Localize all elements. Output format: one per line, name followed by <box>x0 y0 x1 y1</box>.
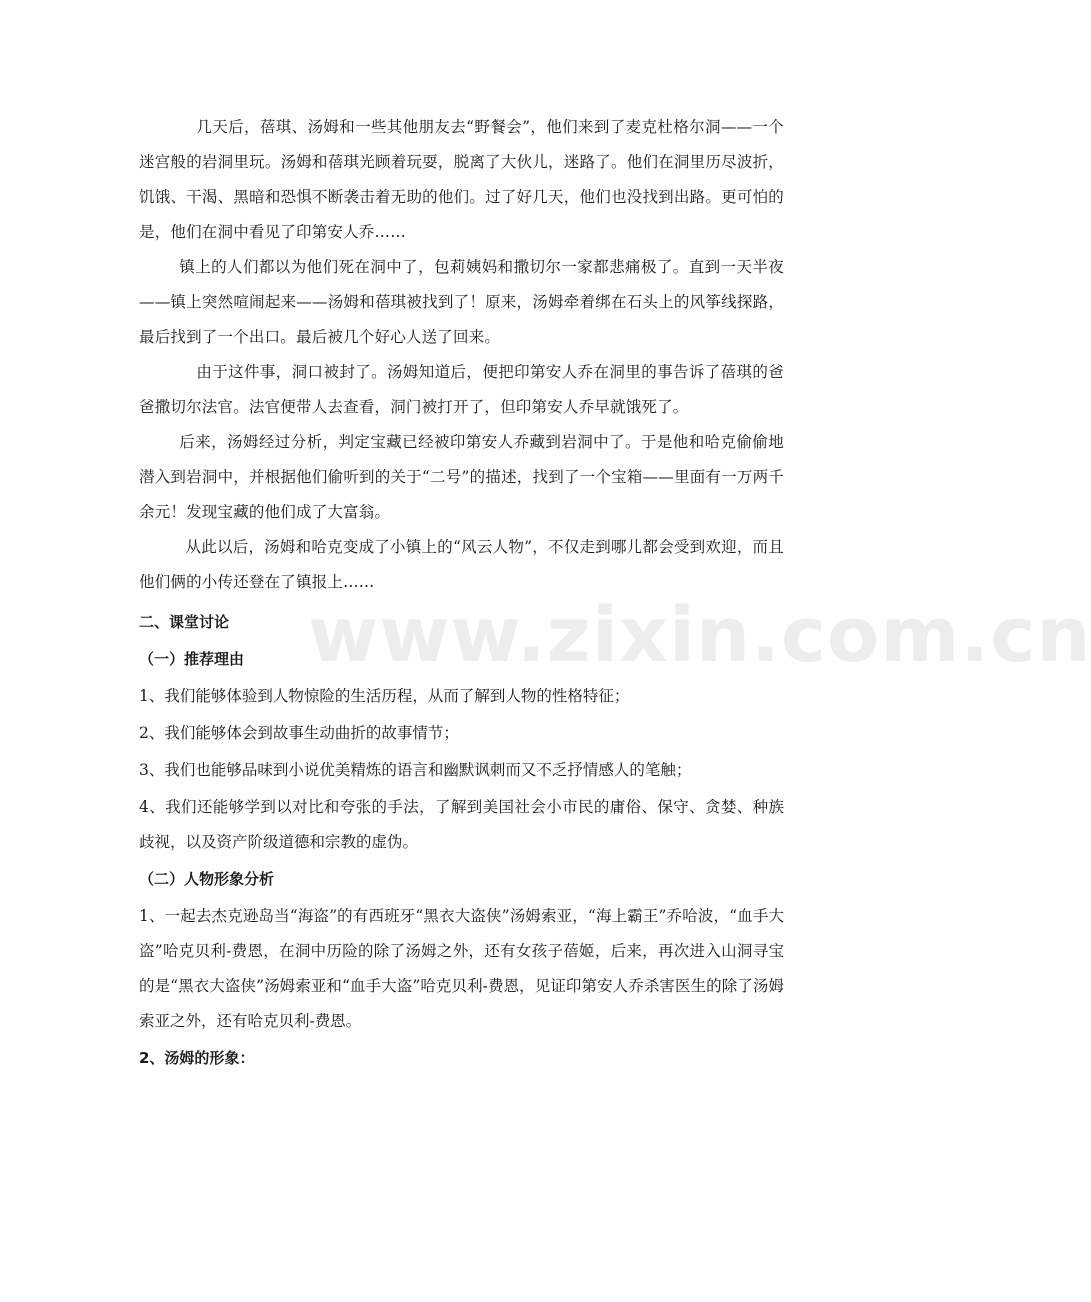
story-paragraph-1: 几天后，蓓琪、汤姆和一些其他朋友去“野餐会”，他们来到了麦克杜格尔洞——一个迷宫般的岩洞里玩。汤姆和蓓琪光顾着玩耍，脱离了大伙儿，迷路了。他们在洞里历尽波折，饥饿、干渴、黑暗和恐惧不断袭击着无助的他们。过了好几天，他们也没找到出路。更可怕的是，他们在洞中看见了印第安人乔…… <box>139 118 784 241</box>
subheading-character-analysis: （二）人物形象分析 <box>139 870 275 888</box>
reason-item-3: 3、我们也能够品味到小说优美精炼的语言和幽默讽刺而又不乏抒情感人的笔触； <box>139 761 692 779</box>
reason-item-4: 4、我们还能够学到以对比和夸张的手法，了解到美国社会小市民的庸俗、保守、贪婪、种族歧视，以及资产阶级道德和宗教的虚伪。 <box>139 798 784 851</box>
reason-item-2: 2、我们能够体会到故事生动曲折的故事情节； <box>139 724 459 742</box>
document-page <box>139 110 784 1076</box>
story-paragraph-4: 后来，汤姆经过分析，判定宝藏已经被印第安人乔藏到岩洞中了。于是他和哈克偷偷地潜入到岩洞中，并根据他们偷听到的关于“二号”的描述，找到了一个宝箱——里面有一万两千余元！发现宝藏的他们成了大富翁。 <box>139 433 784 521</box>
section-heading-classroom-discussion: 二、课堂讨论 <box>139 613 230 631</box>
reason-item-1: 1、我们能够体验到人物惊险的生活历程，从而了解到人物的性格特征； <box>139 687 630 705</box>
story-paragraph-2: 镇上的人们都以为他们死在洞中了，包莉姨妈和撒切尔一家都悲痛极了。直到一天半夜——镇上突然喧闹起来——汤姆和蓓琪被找到了！原来，汤姆牵着绑在石头上的风筝线探路，最后找到了一个出口。最后被几个好心人送了回来。 <box>139 258 784 346</box>
character-item-1: 1、一起去杰克逊岛当“海盗”的有西班牙“黑衣大盗侠”汤姆索亚，“海上霸王”乔哈波，“血手大盗”哈克贝利-费恩，在洞中历险的除了汤姆之外，还有女孩子蓓姬，后来，再次进入山洞寻宝的是“黑衣大盗侠”汤姆索亚和“血手大盗”哈克贝利-费恩，见证印第安人乔杀害医生的除了汤姆索亚之外，还有哈克贝利-费恩。 <box>139 907 784 1030</box>
story-paragraph-3: 由于这件事，洞口被封了。汤姆知道后，便把印第安人乔在洞里的事告诉了蓓琪的爸爸撒切尔法官。法官便带人去查看，洞门被打开了，但印第安人乔早就饿死了。 <box>139 363 784 416</box>
subheading-tom-image: 2、汤姆的形象： <box>139 1049 255 1067</box>
subheading-recommendation-reasons: （一）推荐理由 <box>139 650 245 668</box>
watermark: www.zixin.com.cn <box>308 590 1091 679</box>
story-paragraph-5: 从此以后，汤姆和哈克变成了小镇上的“风云人物”，不仅走到哪儿都会受到欢迎，而且他们俩的小传还登在了镇报上…… <box>139 538 784 591</box>
